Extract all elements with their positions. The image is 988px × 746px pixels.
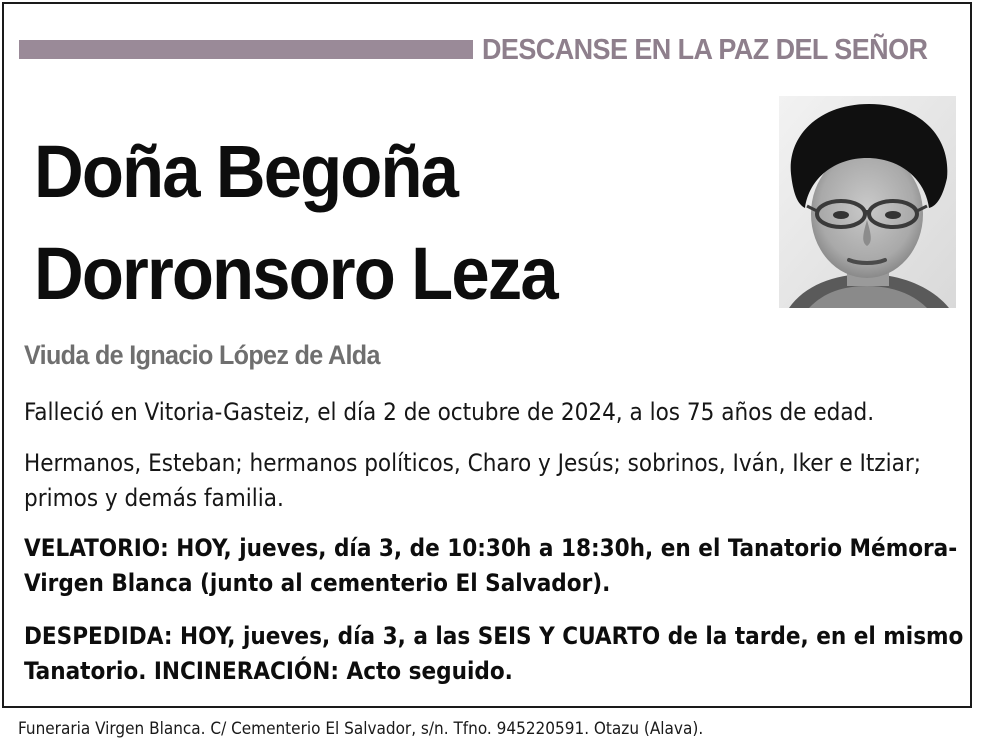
deceased-name-line-2: Dorronsoro Leza	[34, 232, 557, 315]
header-title: DESCANSE EN LA PAZ DEL SEÑOR	[482, 34, 928, 66]
header-accent-bar	[19, 40, 473, 59]
funeral-home-footer: Funeraria Virgen Blanca. C/ Cementerio El Salvador, s/n. Tfno. 945220591. Otazu (Alava).	[18, 719, 704, 739]
despedida-text: DESPEDIDA: HOY, jueves, día 3, a las SEIS Y CUARTO de la tarde, en el mismo Tanatorio. INCINERACIÓN: Acto seguido.	[24, 622, 964, 685]
deceased-subtitle: Viuda de Ignacio López de Alda	[24, 340, 380, 370]
family-text: Hermanos, Esteban; hermanos políticos, Charo y Jesús; sobrinos, Iván, Iker e Itziar; primos y demás familia.	[24, 449, 921, 512]
death-notice-text: Falleció en Vitoria-Gasteiz, el día 2 de octubre de 2024, a los 75 años de edad.	[24, 398, 875, 426]
deceased-name-line-1: Doña Begoña	[34, 130, 458, 213]
portrait-photo	[779, 96, 956, 308]
portrait-illustration	[779, 96, 956, 308]
velatorio-text: VELATORIO: HOY, jueves, día 3, de 10:30h a 18:30h, en el Tanatorio Mémora-Virgen Blanca (junto al cementerio El Salvador).	[24, 534, 958, 597]
